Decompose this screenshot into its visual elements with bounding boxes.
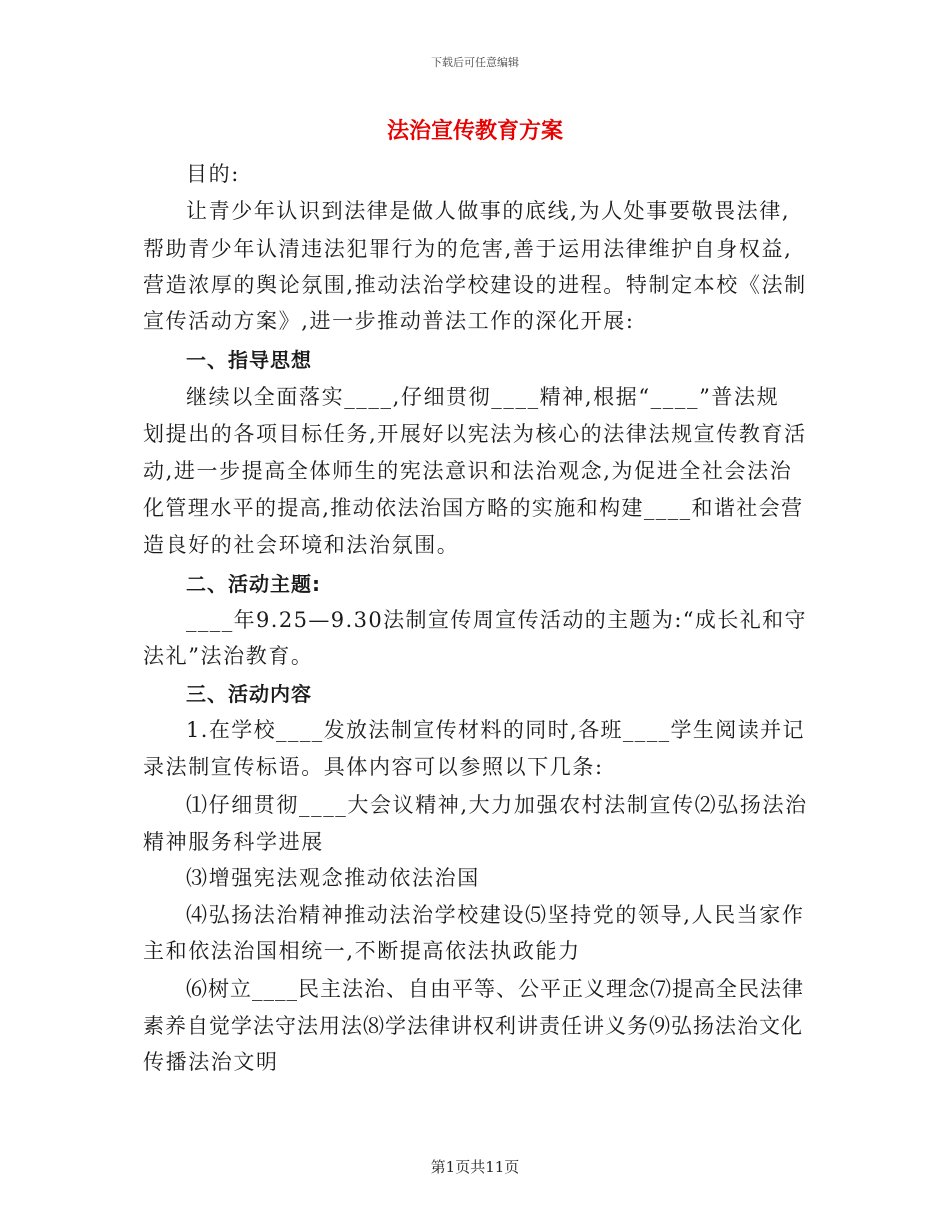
paragraph-line: 动,进一步提高全体师生的宪法意识和法治观念,为促进全社会法治 — [143, 459, 793, 483]
paragraph-line: ____年9.25—9.30法制宣传周宣传活动的主题为:“成长礼和守 — [186, 608, 807, 632]
paragraph-line: 让青少年认识到法律是做人做事的底线,为人处事要敬畏法律, — [186, 199, 791, 223]
list-item-continued: 传播法治文明 — [143, 1050, 279, 1074]
list-item: ⑹树立____民主法治、自由平等、公平正义理念⑺提高全民法律 — [186, 977, 804, 1001]
section-heading-2: 二、活动主题: — [186, 572, 321, 596]
paragraph-line: 帮助青少年认清违法犯罪行为的危害,善于运用法律维护自身权益, — [143, 237, 793, 261]
paragraph-line: 继续以全面落实____,仔细贯彻____精神,根据“____”普法规 — [186, 385, 780, 409]
list-item-continued: 主和依法治国相统一,不断提高依法执政能力 — [143, 939, 581, 963]
document-title: 法治宣传教育方案 — [386, 119, 563, 144]
paragraph-line: 录法制宣传标语。具体内容可以参照以下几条: — [143, 755, 604, 779]
paragraph-line: 划提出的各项目标任务,开展好以宪法为核心的法律法规宣传教育活 — [143, 422, 807, 446]
list-item: ⑷弘扬法治精神推动法治学校建设⑸坚持党的领导,人民当家作 — [186, 903, 805, 927]
page-number-footer: 第1页共11页 — [430, 1158, 520, 1176]
section-heading-1: 一、指导思想 — [186, 348, 312, 372]
paragraph-line: 1.在学校____发放法制宣传材料的同时,各班____学生阅读并记 — [186, 718, 805, 742]
list-item: ⑶增强宪法观念推动依法治国 — [186, 866, 480, 890]
paragraph-line: 造良好的社会环境和法治氛围。 — [143, 533, 460, 557]
purpose-label: 目的: — [186, 162, 240, 186]
list-item-continued: 素养自觉学法守法用法⑻学法律讲权利讲责任讲义务⑼弘扬法治文化 — [143, 1014, 803, 1038]
section-heading-3: 三、活动内容 — [186, 682, 312, 706]
paragraph-line: 化管理水平的提高,推动依法治国方略的实施和构建____和谐社会营 — [143, 496, 804, 520]
list-item-continued: 精神服务科学进展 — [143, 830, 324, 854]
page-header: 下载后可任意编辑 — [431, 56, 519, 69]
list-item: ⑴仔细贯彻____大会议精神,大力加强农村法制宣传⑵弘扬法治 — [186, 793, 808, 817]
paragraph-line: 营造浓厚的舆论氛围,推动法治学校建设的进程。特制定本校《法制 — [143, 273, 807, 297]
paragraph-line: 宣传活动方案》,进一步推动普法工作的深化开展: — [143, 309, 635, 333]
paragraph-line: 法礼”法治教育。 — [143, 644, 314, 668]
